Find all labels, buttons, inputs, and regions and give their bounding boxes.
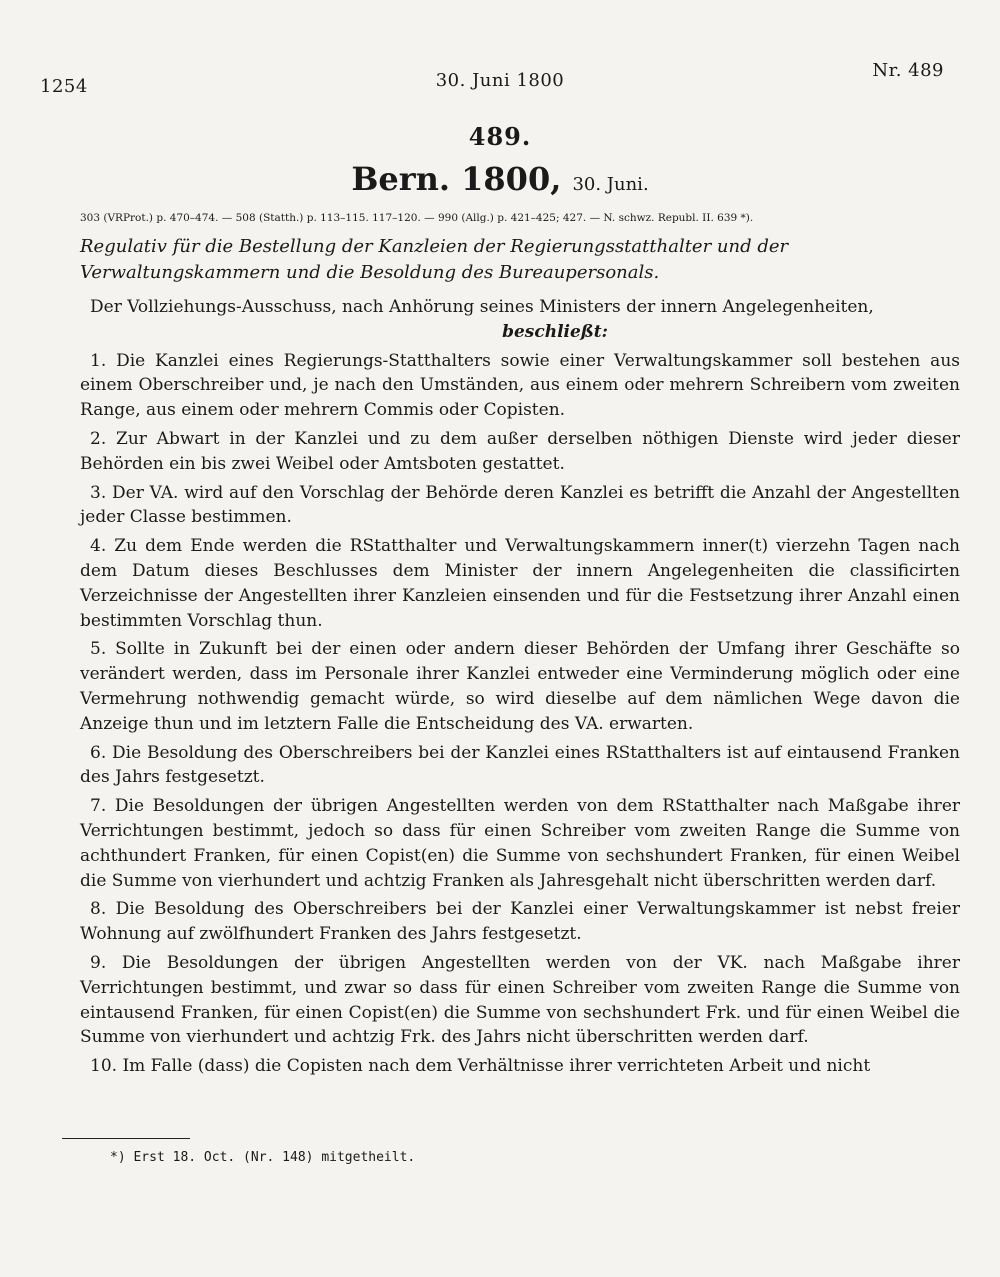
paragraph-2: 2. Zur Abwart in der Kanzlei und zu dem außer derselben nöthigen Dienste wird jeder dieser Behörden ein bis zwei Weibel oder Amtsboten gestattet. [80, 428, 960, 474]
footnote-divider [62, 1138, 190, 1139]
document-title: Regulativ für die Bestellung der Kanzleien der Regierungsstatthalter und der Verwaltungskammern und die Besoldung des Bureaupersonals. [80, 236, 789, 283]
entry-number: Nr. 489 [872, 60, 944, 81]
paragraph-5: 5. Sollte in Zukunft bei der einen oder andern dieser Behörden der Umfang ihrer Geschäfte so verändert werden, dass im Personale ihrer Kanzlei entweder eine Verminderung möglich oder eine Vermehrung nothwendig gemacht würde, so wird dieselbe auf dem nämlichen Wege davon die Anzeige thun und im letztern Falle die Entscheidung des VA. erwarten. [80, 639, 960, 734]
paragraph-7: 7. Die Besoldungen der übrigen Angestellten werden von dem RStatthalter nach Maßgabe ihrer Verrichtungen bestimmt, jedoch so dass für einen Schreiber vom zweiten Range die Summe von achthundert Franken, für einen Copist(en) die Summe von sechshundert Franken, für einen Weibel die Summe von vierhundert und achtzig Franken als Jahresgehalt nicht überschritten werden darf. [80, 796, 960, 891]
paragraph-1: 1. Die Kanzlei eines Regierungs-Statthalters sowie einer Verwaltungskammer soll bestehen aus einem Oberschreiber und, je nach den Umständen, aus einem oder mehrern Schreibern vom zweiten Range, aus einem oder mehrern Commis oder Copisten. [80, 350, 960, 421]
archival-references: 303 (VRProt.) p. 470–474. — 508 (Statth.) p. 113–115. 117–120. — 990 (Allg.) p. 421–425; 427. — N. schwz. Republ. II. 639 *). [80, 212, 754, 224]
place: Bern. 1800, [351, 160, 562, 198]
document-date: 30. Juni. [572, 174, 649, 195]
paragraph-9: 9. Die Besoldungen der übrigen Angestellten werden von der VK. nach Maßgabe ihrer Verrichtungen bestimmt, und zwar so dass für einen Schreiber vom zweiten Range die Summe von eintausend Franken, für einen Copist(en) die Summe von sechshundert Frk. und für einen Weibel die Summe von vierhundert und achtzig Frk. des Jahrs nicht überschritten werden darf. [80, 952, 960, 1048]
paragraph-10: 10. Im Falle (dass) die Copisten nach dem Verhältnisse ihrer verrichteten Arbeit und nicht [90, 1056, 871, 1077]
footnote: *) Erst 18. Oct. (Nr. 148) mitgetheilt. [110, 1150, 416, 1165]
page-number: 1254 [40, 76, 88, 97]
paragraph-4: 4. Zu dem Ende werden die RStatthalter und Verwaltungskammern inner(t) vierzehn Tagen nach dem Datum dieses Beschlusses dem Minister der innern Angelegenheiten die classificirten Verzeichnisse der Angestellten ihrer Kanzleien einsenden und für die Festsetzung ihrer Anzahl einen bestimmten Vorschlag thun. [80, 536, 960, 631]
document-body [80, 295, 960, 1079]
running-date: 30. Juni 1800 [435, 70, 565, 91]
paragraph-6: 6. Die Besoldung des Oberschreibers bei der Kanzlei eines RStatthalters ist auf eintausend Franken des Jahrs festgesetzt. [80, 742, 960, 788]
paragraph-8: 8. Die Besoldung des Oberschreibers bei der Kanzlei einer Verwaltungskammer ist nebst freier Wohnung auf zwölfhundert Franken des Jahrs festgesetzt. [80, 899, 960, 945]
intro-paragraph: Der Vollziehungs-Ausschuss, nach Anhörung seines Ministers der innern Angelegenheiten, [90, 297, 874, 317]
paragraph-3: 3. Der VA. wird auf den Vorschlag der Behörde deren Kanzlei es betrifft die Anzahl der Angestellten jeder Classe bestimmen. [80, 482, 960, 528]
place-date-line [0, 160, 1000, 198]
document-number: 489. [468, 122, 532, 151]
decision-formula: beschließt: [502, 321, 608, 342]
